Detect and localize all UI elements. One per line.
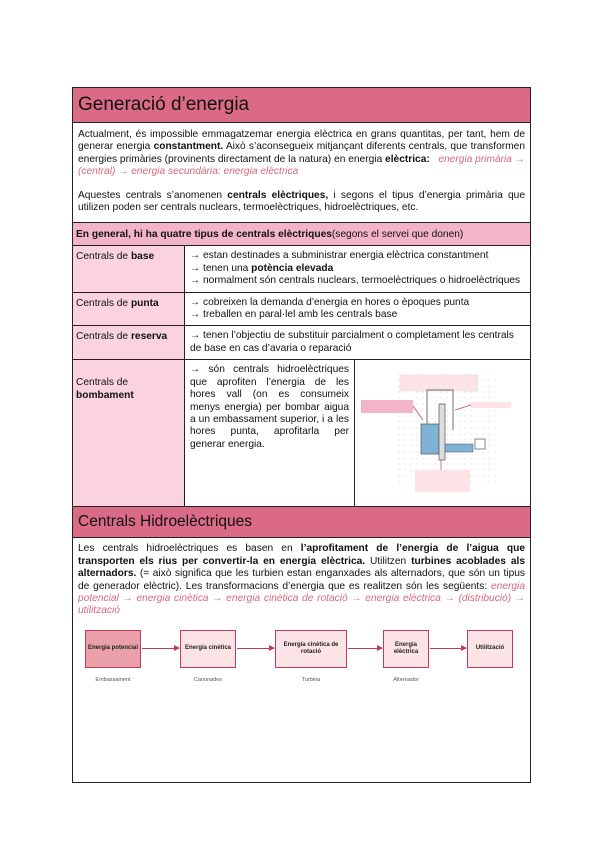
reservoir-icon	[421, 424, 439, 454]
turbine-icon	[475, 439, 485, 449]
type-label-prefix: Centrals de	[76, 297, 131, 309]
hydro-title: Centrals Hidroelèctriques	[78, 513, 253, 531]
document-sheet	[72, 87, 531, 783]
intro-text: Això s’aconsegueix mitjançant diferents centrals, que transformen energies primàries (provinents directament de la natura) en energia	[78, 141, 525, 165]
dam-wall-icon	[439, 404, 445, 460]
hydro-paragraph	[73, 538, 530, 623]
description-line: → normalment són centrals nuclears, termoelèctriques o hidroelèctriques	[190, 275, 521, 287]
flow-box-utilization: Utilització	[467, 630, 513, 668]
flow-label: Turbina	[301, 676, 321, 683]
page-title: Generació d’energia	[78, 94, 250, 115]
type-label-name: bombament	[76, 389, 134, 401]
intro-bold: centrals elèctriques,	[227, 189, 329, 201]
flow-arrow-icon	[142, 648, 179, 649]
type-row-reserva	[73, 326, 530, 360]
intro-paragraph-1	[78, 129, 525, 179]
description-line: → cobreixen la demanda d’energia en hores o èpoques punta	[190, 296, 470, 308]
type-label-prefix: Centrals de	[76, 377, 129, 389]
type-label-name: punta	[130, 297, 159, 309]
description-line	[190, 263, 525, 275]
intro-bold: constantment.	[153, 141, 224, 153]
type-label-name: base	[130, 251, 155, 263]
hydro-energy-chain: energia potencial → energia cinètica → energia cinètica de rotació → energia elèctrica → (distribució) → utilització	[78, 580, 525, 617]
intro-bold: elèctrica:	[385, 153, 430, 165]
types-header	[73, 223, 530, 246]
hydro-text: (= això significa que les turbien estan enganxades als alternadors, que són un tipus de generador elèctric). Les transformacions d’energia que es realitzen són les següents:	[78, 568, 525, 592]
type-description	[185, 293, 530, 326]
flow-box-potential: Energia potencial	[85, 630, 141, 668]
type-row-punta	[73, 293, 530, 327]
flow-arrow-icon	[348, 648, 382, 649]
flow-arrow-icon	[237, 648, 274, 649]
hydro-title-bar	[73, 507, 530, 538]
types-header-bold: En general, hi ha quatre tipus de centrals elèctriques	[76, 228, 332, 240]
title-bar	[73, 88, 530, 123]
type-label-prefix: Centrals de	[76, 331, 131, 343]
flow-box-kinetic: Energia cinètica	[180, 630, 236, 668]
flow-box-rotation: Energia cinètica de rotació	[275, 630, 347, 668]
flow-label: Alternador	[393, 676, 419, 683]
type-row-bombament	[73, 360, 530, 507]
description-bold: potència elevada	[251, 262, 334, 274]
pumped-storage-figure	[355, 360, 520, 506]
flow-label: Canonades	[193, 676, 223, 683]
type-label	[73, 326, 185, 359]
hydro-text: Utilitzen	[365, 555, 412, 567]
diagram-banner	[400, 375, 478, 391]
callout-box	[361, 400, 413, 413]
type-label	[73, 293, 185, 326]
energy-flow-diagram	[73, 624, 530, 782]
type-row-base	[73, 246, 530, 292]
description-line: → treballen en paral·lel amb les centrals base	[190, 309, 398, 321]
description-line: → són centrals hidroelèctriques que aprofiten l’energia de les hores vall (on es consumeix menys energia) per bombar aigua a un embassament superior, i a les hores punta, aprofitarla per generar energia.	[185, 360, 355, 506]
description-text: → tenen una	[190, 262, 252, 274]
hydro-text: Les centrals hidroelèctriques es basen en	[78, 543, 301, 555]
hydro-bold: l’aprofitament de l’energia de l’aigua que transporten els rius per convertir-la en energia elèctrica.	[78, 543, 525, 567]
intro-text: Aquestes centrals s’anomenen	[78, 189, 228, 201]
type-description	[185, 326, 530, 359]
description-line: → tenen l’objectiu de substituir parcialment o completament les centrals de base en cas d’avaria o reparació	[190, 330, 514, 354]
flow-box-electric: Energia elèctrica	[383, 630, 429, 668]
pumped-storage-diagram	[355, 360, 530, 506]
energy-chain: energia primària → (central) → energia secundària: energia elèctrica	[78, 153, 525, 178]
callout-box	[471, 402, 511, 408]
intro-text: i segons el tipus d’energia primària que utilizen poden ser centrals nuclears, termoelèctriques, hidroelèctriques, etc.	[78, 189, 525, 214]
callout-box	[415, 470, 470, 492]
hydro-bold: turbines acoblades als alternadors.	[78, 555, 525, 580]
types-header-note: (segons el servei que donen)	[331, 228, 464, 240]
description-line: → estan destinades a subministrar energia elèctrica constantment	[190, 250, 489, 262]
type-description	[185, 360, 530, 506]
intro-text: Actualment, és impossible emmagatzemar energia elèctrica en grans quantitas, per tant, hem de generar energia	[78, 129, 525, 153]
flow-arrow-icon	[430, 648, 466, 649]
type-label	[73, 360, 185, 506]
type-label	[73, 246, 185, 291]
intro-paragraph-2	[78, 190, 525, 215]
intro-section	[73, 123, 530, 223]
type-description	[185, 246, 530, 291]
flow-label: Embassament	[95, 676, 131, 683]
lower-reservoir-icon	[445, 444, 473, 452]
type-label-prefix: Centrals de	[76, 251, 131, 263]
type-label-name: reserva	[130, 331, 168, 343]
